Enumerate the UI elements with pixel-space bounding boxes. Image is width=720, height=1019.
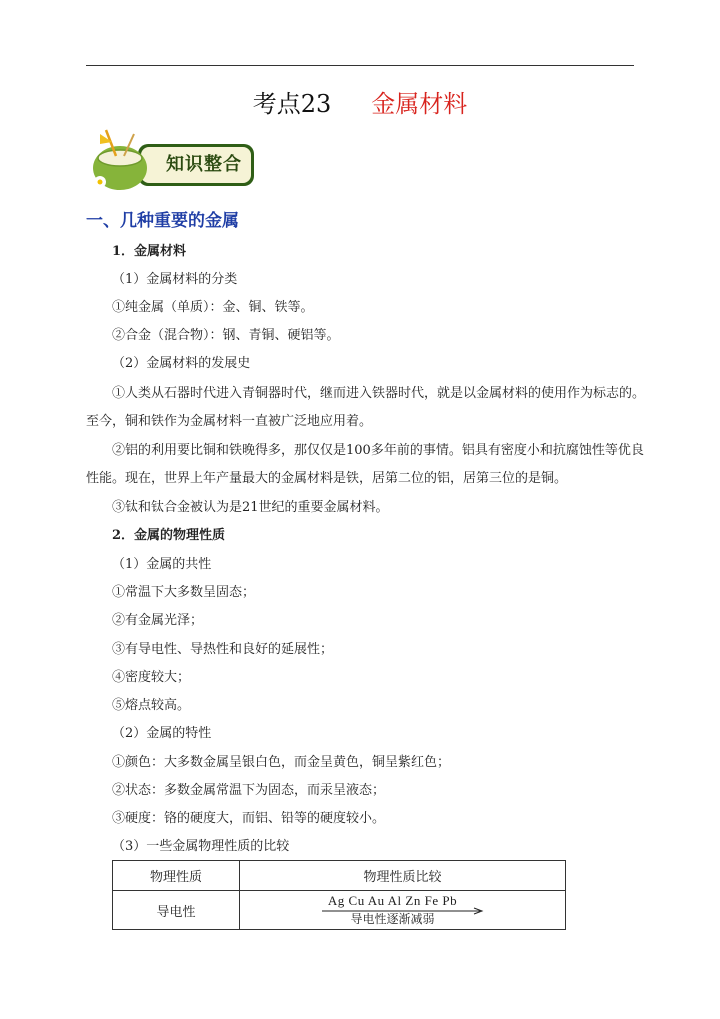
trend-label: 导电性逐渐减弱 [350, 912, 435, 926]
property-cell: 导电性 [113, 891, 240, 930]
paragraph-line: 至今，铜和铁作为金属材料一直被广泛地应用着。 [86, 414, 373, 429]
paragraph-line: ②有金属光泽； [112, 613, 204, 628]
table-row [113, 891, 566, 930]
paragraph-line: ①常温下大多数呈固态； [112, 585, 256, 600]
table-header-cell: 物理性质 [113, 861, 240, 891]
paragraph-line: ②铝的利用要比铜和铁晚得多，那仅仅是100多年前的事情。铝具有密度小和抗腐蚀性等优良 [112, 443, 644, 458]
paragraph-line: ④密度较大； [112, 670, 191, 685]
title-topic: 金属材料 [371, 90, 468, 118]
table-header-cell: 物理性质比较 [240, 861, 566, 891]
table-header-row [113, 861, 566, 891]
property-comparison-table [112, 860, 566, 930]
paragraph-line: ②合金（混合物）：钢、青铜、硬铝等。 [112, 328, 340, 343]
paragraph-line: （1）金属的共性 [112, 557, 212, 572]
paragraph-line: （1）金属材料的分类 [112, 272, 238, 287]
paragraph-line: （3）一些金属物理性质的比较 [112, 839, 290, 854]
page-title [0, 88, 720, 120]
paragraph-line: ①人类从石器时代进入青铜器时代，继而进入铁器时代，就是以金属材料的使用作为标志的。 [112, 386, 646, 401]
paragraph-line: ⑤熔点较高。 [112, 698, 191, 713]
paragraph-line: ①纯金属（单质）：金、铜、铁等。 [112, 300, 314, 315]
paragraph-line: 2．金属的物理性质 [112, 528, 226, 543]
metal-sequence: Ag Cu Au Al Zn Fe Pb [327, 893, 458, 908]
badge-label: 知识整合 [166, 154, 242, 175]
paragraph-line: ③钛和钛合金被认为是21世纪的重要金属材料。 [112, 500, 389, 515]
paragraph-line: 1．金属材料 [112, 244, 187, 259]
paragraph-line: ②状态：多数金属常温下为固态，而汞呈液态； [112, 783, 386, 798]
section-heading: 一、几种重要的金属 [86, 211, 239, 231]
paragraph-line: （2）金属材料的发展史 [112, 356, 251, 371]
paragraph-line: （2）金属的特性 [112, 726, 212, 741]
comparison-cell [240, 891, 566, 930]
metal-order [318, 891, 488, 925]
header-rule [86, 65, 634, 66]
title-number: 考点23 [252, 90, 332, 118]
paragraph-line: 性能。现在，世界上年产量最大的金属材料是铁，居第二位的铝，居第三位的是铜。 [86, 471, 568, 486]
paragraph-line: ③硬度：铬的硬度大，而铝、铅等的硬度较小。 [112, 811, 386, 826]
paragraph-line: ③有导电性、导热性和良好的延展性； [112, 642, 334, 657]
paragraph-line: ①颜色：大多数金属呈银白色，而金呈黄色，铜呈紫红色； [112, 755, 451, 770]
